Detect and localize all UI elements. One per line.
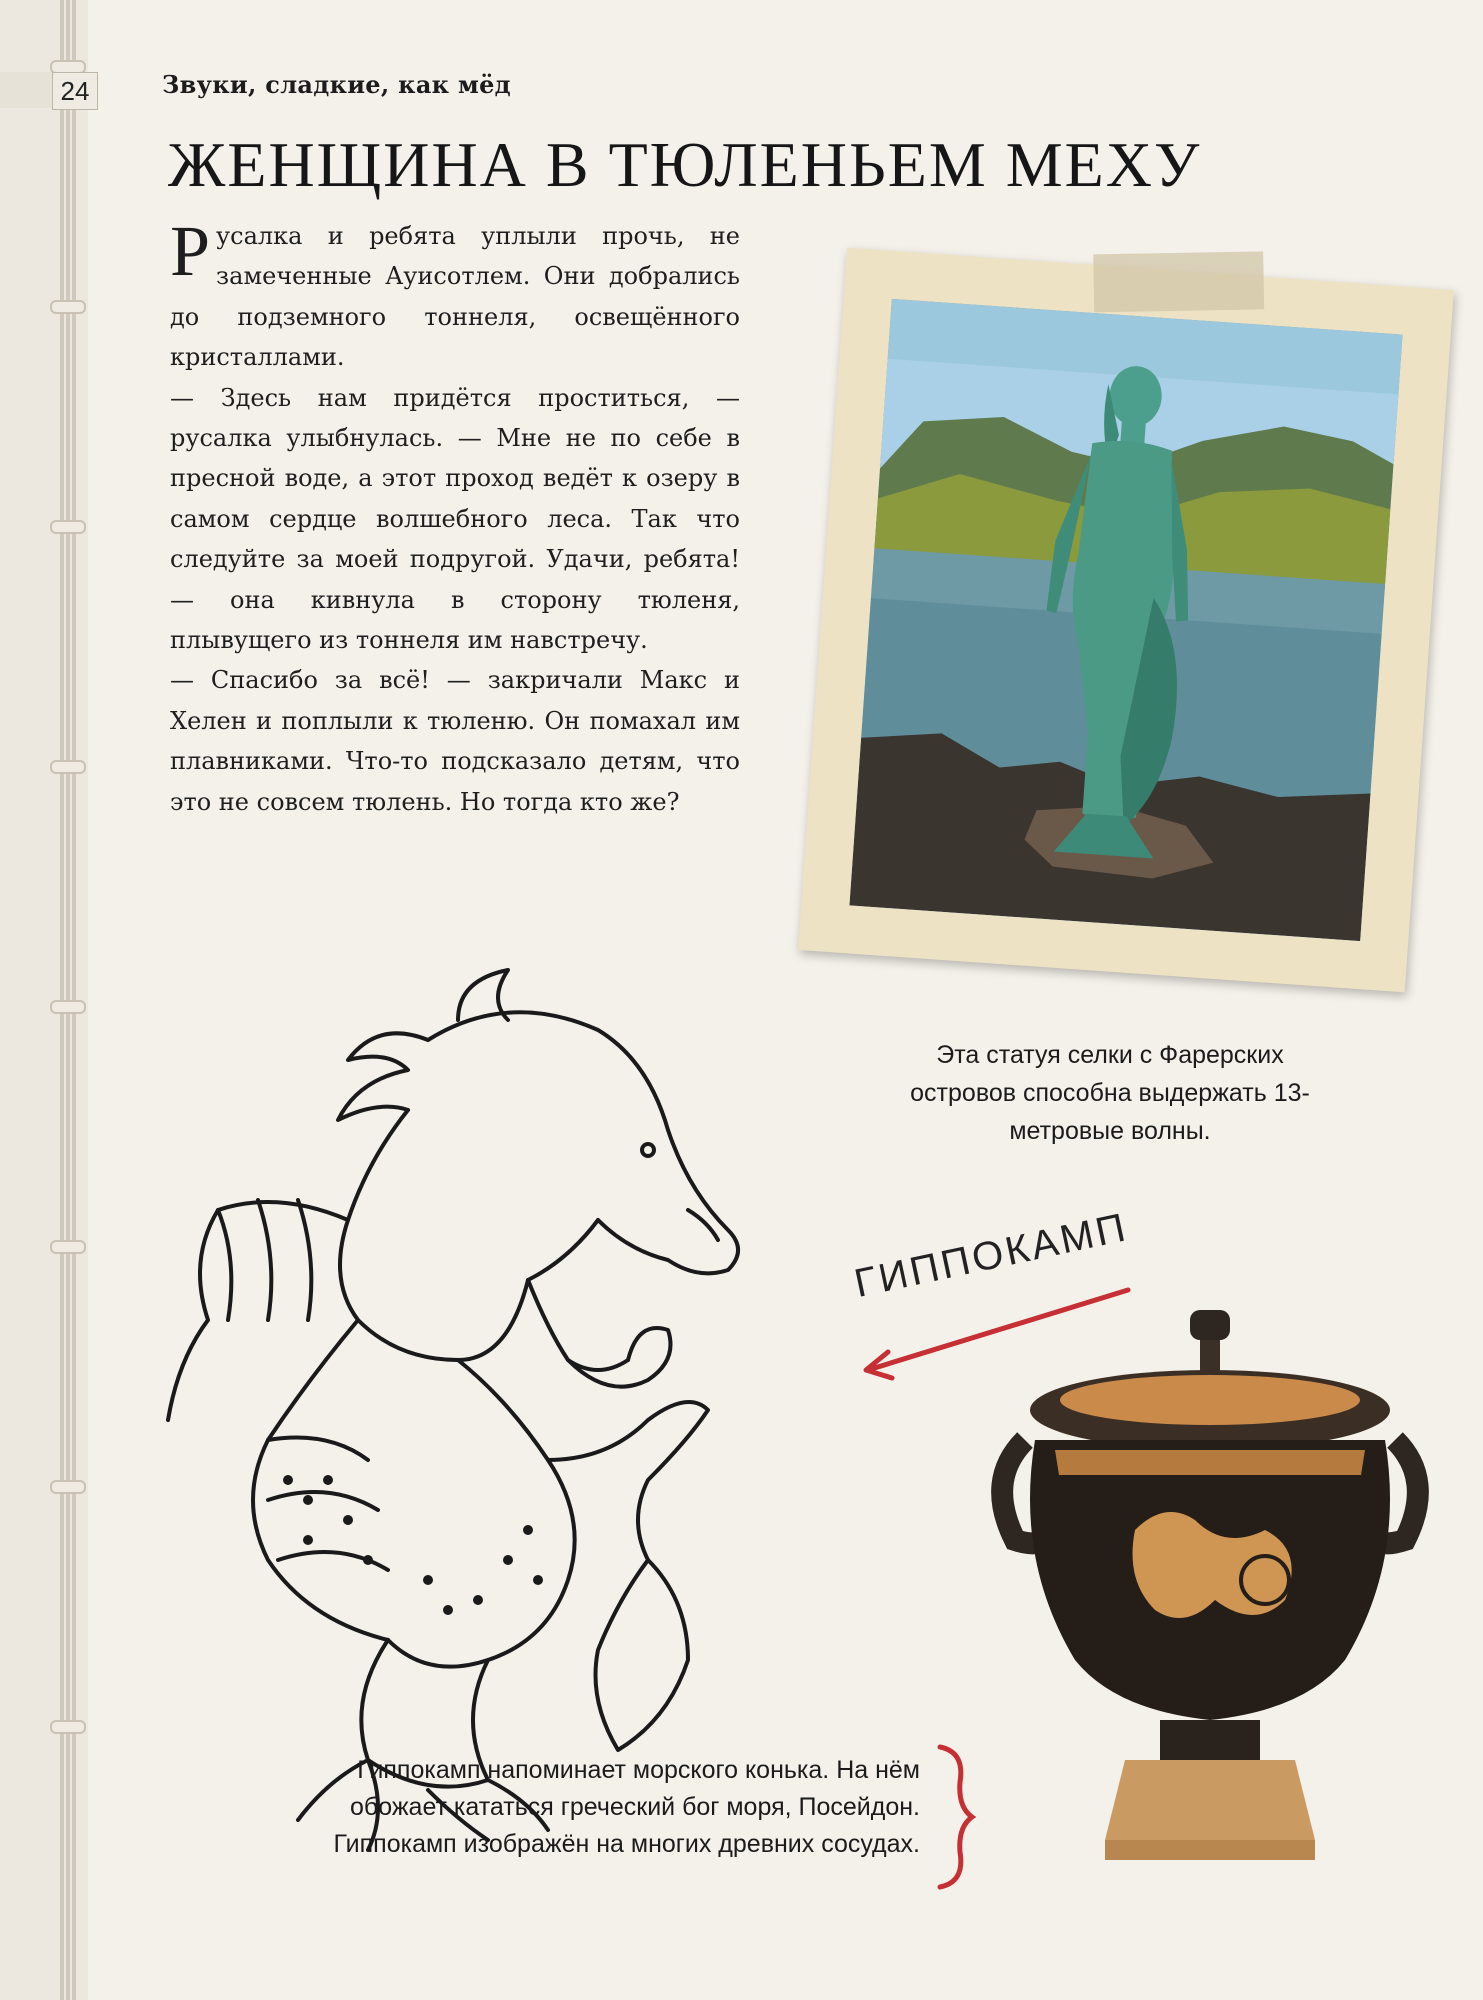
greek-vase-photo <box>985 1300 1435 1870</box>
tape-strip <box>1093 251 1264 312</box>
section-title: Звуки, сладкие, как мёд <box>162 70 511 99</box>
page-title: ЖЕНЩИНА В ТЮЛЕНЬЕМ МЕХУ <box>168 129 1202 200</box>
hippocamp-label: ГИППОКАМП <box>850 1205 1132 1307</box>
statue-image <box>849 299 1402 941</box>
photo-card <box>798 248 1454 993</box>
hippocamp-caption <box>200 1752 920 1863</box>
red-brace-icon <box>930 1742 980 1892</box>
rope-knot <box>50 760 86 774</box>
story-text <box>170 211 740 822</box>
photo-caption: Эта статуя селки с Фарерских островов способна выдержать 13-метровые волны. <box>910 1041 1310 1145</box>
rope-knot <box>50 1240 86 1254</box>
drop-cap: Р <box>170 211 211 291</box>
caption-line: Гиппокамп изображён на многих древних сосудах. <box>333 1830 920 1858</box>
caption-line: Гиппокамп напоминает морского конька. На нём <box>357 1756 920 1784</box>
rope-knot <box>50 300 86 314</box>
rope-knot <box>50 1720 86 1734</box>
story-paragraph-3: — Спасибо за всё! — закричали Макс и Хелен и поплыли к тюленю. Он помахал им плавниками. Что-то подсказало детям, что это не совсем тюлень. Но тогда кто же? <box>170 666 740 816</box>
selkie-statue-photo <box>849 299 1402 941</box>
page-margin <box>0 0 88 2000</box>
hippocamp-drawing <box>128 960 808 1860</box>
story-paragraph-1: усалка и ребята уплыли прочь, не замеченные Ауисотлем. Они добрались до подземного тоннеля, освещённого кристаллами. <box>170 222 740 372</box>
page-number: 24 <box>52 72 98 110</box>
story-paragraph <box>170 211 740 378</box>
rope-knot <box>50 520 86 534</box>
rope-knot <box>50 1480 86 1494</box>
story-paragraph-2: — Здесь нам придётся проститься, — русалка улыбнулась. — Мне не по себе в пресной воде, а этот проход ведёт к озеру в самом сердце волшебного леса. Так что следуйте за моей подругой. Удачи, ребята! — она кивнула в сторону тюленя, плывущего из тоннеля им навстречу. <box>170 383 740 655</box>
caption-line: обожает кататься греческий бог моря, Посейдон. <box>349 1793 920 1821</box>
rope-knot <box>50 1000 86 1014</box>
